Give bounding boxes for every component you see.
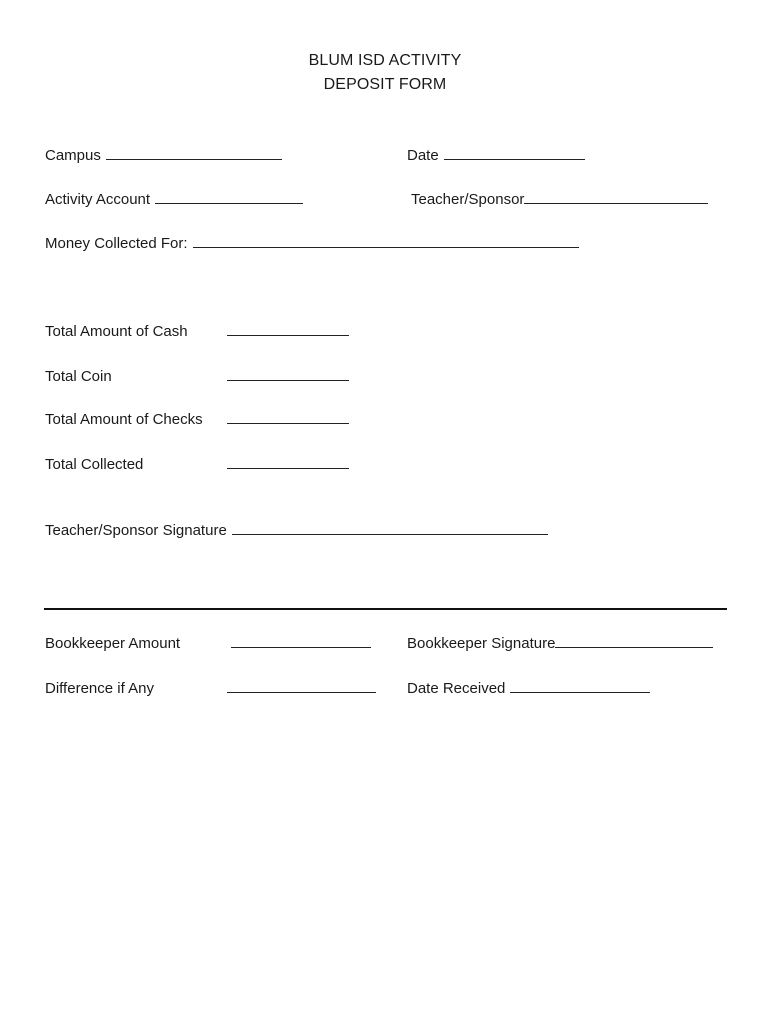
bookkeeper-signature-blank[interactable] bbox=[555, 634, 713, 648]
activity-account-field bbox=[45, 190, 303, 210]
money-collected-for-blank[interactable] bbox=[193, 234, 579, 248]
total-cash-label: Total Amount of Cash bbox=[45, 323, 188, 340]
form-title-line1: BLUM ISD ACTIVITY bbox=[308, 52, 462, 69]
activity-account-blank[interactable] bbox=[155, 190, 303, 204]
difference-blank[interactable] bbox=[227, 679, 376, 693]
money-collected-for-label: Money Collected For: bbox=[45, 235, 188, 252]
bookkeeper-amount-label: Bookkeeper Amount bbox=[45, 635, 181, 652]
teacher-sponsor-label: Teacher/Sponsor bbox=[411, 191, 525, 208]
campus-blank[interactable] bbox=[106, 146, 282, 160]
money-collected-for-field bbox=[45, 234, 579, 254]
total-checks-label: Total Amount of Checks bbox=[45, 411, 203, 428]
total-coin-blank[interactable] bbox=[227, 367, 349, 381]
activity-account-label: Activity Account bbox=[45, 191, 151, 208]
total-collected-blank[interactable] bbox=[227, 455, 349, 469]
date-field bbox=[407, 146, 585, 166]
total-cash-blank[interactable] bbox=[227, 322, 349, 336]
teacher-sponsor-blank[interactable] bbox=[524, 190, 708, 204]
total-checks-field bbox=[227, 410, 349, 430]
difference-field bbox=[227, 679, 376, 699]
teacher-sponsor-signature-label: Teacher/Sponsor Signature bbox=[45, 522, 227, 539]
bookkeeper-signature-field bbox=[407, 634, 713, 654]
total-collected-label: Total Collected bbox=[45, 456, 144, 473]
teacher-sponsor-signature-field bbox=[45, 521, 548, 541]
teacher-sponsor-signature-blank[interactable] bbox=[232, 521, 548, 535]
total-coin-field bbox=[227, 367, 349, 387]
total-coin-label: Total Coin bbox=[45, 368, 112, 385]
bookkeeper-amount-field bbox=[231, 634, 371, 654]
total-checks-blank[interactable] bbox=[227, 410, 349, 424]
section-divider bbox=[44, 608, 727, 610]
date-received-field bbox=[407, 679, 650, 699]
bookkeeper-amount-blank[interactable] bbox=[231, 634, 371, 648]
date-received-label: Date Received bbox=[407, 680, 506, 697]
total-collected-field bbox=[227, 455, 349, 475]
campus-field bbox=[45, 146, 282, 166]
date-received-blank[interactable] bbox=[510, 679, 650, 693]
date-blank[interactable] bbox=[444, 146, 585, 160]
bookkeeper-signature-label: Bookkeeper Signature bbox=[407, 635, 556, 652]
difference-label: Difference if Any bbox=[45, 680, 154, 697]
teacher-sponsor-field bbox=[411, 190, 708, 210]
form-title-line2: DEPOSIT FORM bbox=[323, 76, 447, 93]
campus-label: Campus bbox=[45, 147, 101, 164]
total-cash-field bbox=[227, 322, 349, 342]
date-label: Date bbox=[407, 147, 439, 164]
